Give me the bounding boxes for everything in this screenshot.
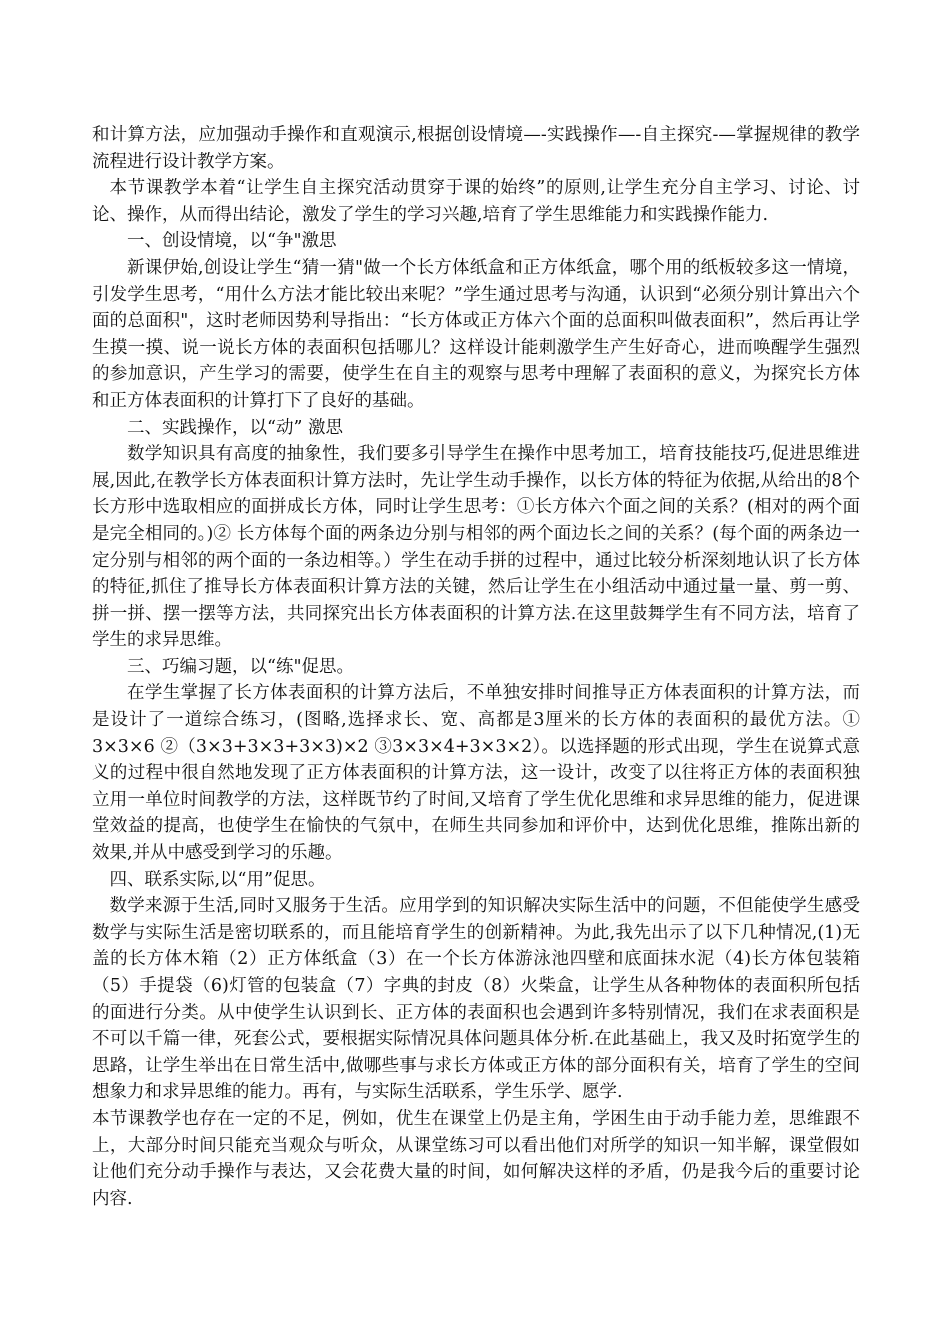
paragraph-5: 在学生掌握了长方体表面积的计算方法后，不单独安排时间推导正方体表面积的计算方法，而是设计了一道综合练习，(图略,选择求长、宽、高都是3厘米的长方体的表面积的最优方法。① 3×3×6 ②（3×3+3×3+3×3)×2 ③3×3×4+3×3×2）。以选择题的形式出现，学生在说算式意义的过程中很自然地发现了正方体表面积的计算方法，这一设计，改变了以往将正方体的表面积独立用一单位时间教学的方法，这样既节约了时间,又培育了学生优化思维和求异思维的能力，促进课堂效益的提高，也使学生在愉快的气氛中，在师生共同参加和评价中，达到优化思维，推陈出新的效果,并从中感受到学习的乐趣。 (92, 683, 860, 864)
paragraph-4: 数学知识具有高度的抽象性，我们要多引导学生在操作中思考加工，培育技能技巧,促进思维进展,因此,在教学长方体表面积计算方法时，先让学生动手操作，以长方体的特征为依据,从给出的8个长方形中选取相应的面拼成长方体，同时让学生思考：①长方体六个面之间的关系？(相对的两个面是完全相同的。)② 长方体每个面的两条边分别与相邻的两个面边长之间的关系？(每个面的两条边一定分别与相邻的两个面的一条边相等。）学生在动手拼的过程中，通过比较分析深刻地认识了长方体的特征,抓住了推导长方体表面积计算方法的关键，然后让学生在小组活动中通过量一量、剪一剪、拼一拼、摆一摆等方法，共同探究出长方体表面积的计算方法.在这里鼓舞学生有不同方法，培育了学生的求异思维。 (92, 444, 860, 651)
paragraph-1: 和计算方法，应加强动手操作和直观演示,根据创设情境—-实践操作—-自主探究-—掌握规律的教学流程进行设计教学方案。 (92, 125, 860, 172)
document-body (92, 122, 860, 1212)
paragraph-2: 本节课教学本着“让学生自主探究活动贯穿于课的始终”的原则,让学生充分自主学习、讨论、讨论、操作，从而得出结论，激发了学生的学习兴趣,培育了学生思维能力和实践操作能力. (92, 178, 860, 225)
paragraph-7: 本节课教学也存在一定的不足，例如，优生在课堂上仍是主角，学困生由于动手能力差，思维跟不上，大部分时间只能充当观众与听众，从课堂练习可以看出他们对所学的知识一知半解，课堂假如让他们充分动手操作与表达，又会花费大量的时间，如何解决这样的矛盾，仍是我今后的重要讨论内容. (92, 1108, 860, 1209)
section-heading-3: 三、巧编习题，以“练"促思。 (127, 656, 354, 677)
section-heading-4: 四、联系实际,以“用”促思。 (109, 869, 326, 890)
paragraph-3: 新课伊始,创设让学生“猜一猜"做一个长方体纸盒和正方体纸盒，哪个用的纸板较多这一情境，引发学生思考，“用什么方法才能比较出来呢？”学生通过思考与沟通，认识到“必须分别计算出六个面的总面积"，这时老师因势利导指出：“长方体或正方体六个面的总面积叫做表面积”，然后再让学生摸一摸、说一说长方体的表面积包括哪儿？这样设计能刺激学生产生好奇心，进而唤醒学生强烈的参加意识，产生学习的需要，使学生在自主的观察与思考中理解了表面积的意义，为探究长方体和正方体表面积的计算打下了良好的基础。 (92, 257, 860, 411)
section-heading-2: 二、实践操作，以“动” 激思 (127, 417, 343, 438)
paragraph-6: 数学来源于生活,同时又服务于生活。应用学到的知识解决实际生活中的问题，不但能使学生感受数学与实际生活是密切联系的，而且能培育学生的创新精神。为此,我先出示了以下几种情况,(1)无盖的长方体木箱（2）正方体纸盒（3）在一个长方体游泳池四壁和底面抹水泥（4)长方体包装箱（5）手提袋（6)灯管的包装盒（7）字典的封皮（8）火柴盒，让学生从各种物体的表面积所包括的面进行分类。从中使学生认识到长、正方体的表面积也会遇到许多特别情况，我们在求表面积是不可以千篇一律，死套公式，要根据实际情况具体问题具体分析.在此基础上，我又及时拓宽学生的思路，让学生举出在日常生活中,做哪些事与求长方体或正方体的部分面积有关，培育了学生的空间想象力和求异思维的能力。再有，与实际生活联系，学生乐学、愿学. (92, 896, 860, 1103)
section-heading-1: 一、创设情境，以“争"激思 (127, 231, 337, 252)
